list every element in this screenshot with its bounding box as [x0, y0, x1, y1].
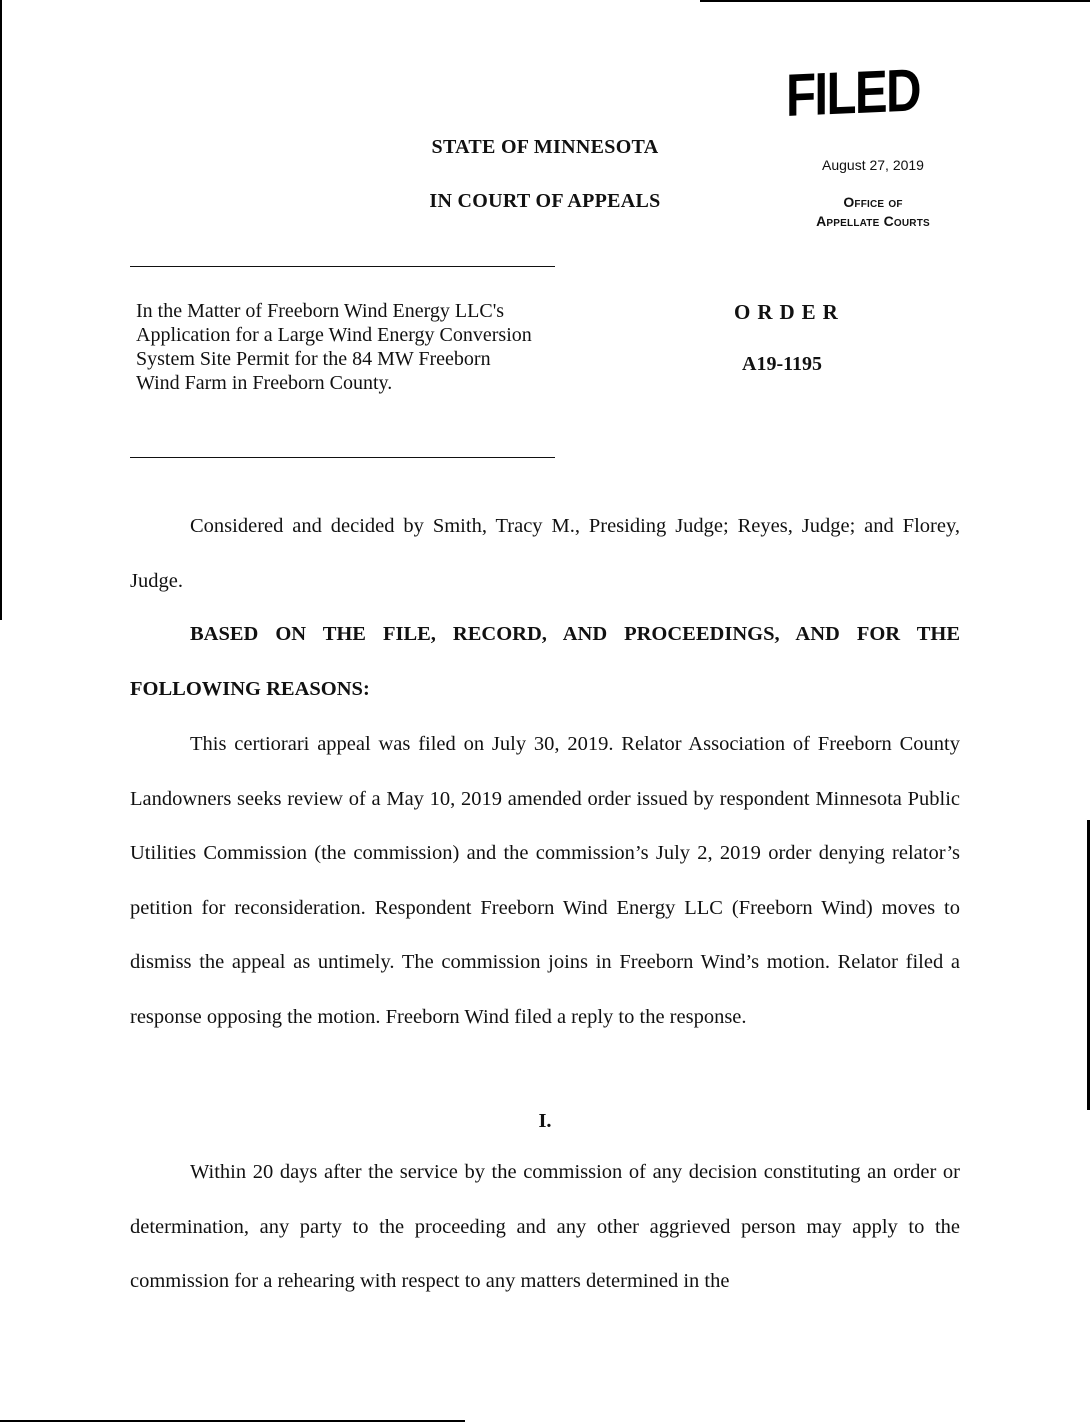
reasons-text: This certiorari appeal was filed on July 30, 2019. Relator Association of Freeborn County Landowners seeks review of a May 10, 2019 amended order issued by respondent Minnesota Public Utilities Commission (the commission) and the commission’s July 2, 2019 order denying relator’s petition for reconsideration. Respondent Freeborn Wind Energy LLC (Freeborn Wind) moves to dismiss the appeal as untimely. The commission joins in Freeborn Wind’s motion. Relator filed a response opposing the motion. Freeborn Wind filed a reply to the response.: [130, 733, 960, 1028]
scan-edge-left: [0, 0, 2, 620]
based-on-heading: BASED ON THE FILE, RECORD, AND PROCEEDINGS, AND FOR THE FOLLOWING REASONS:: [130, 623, 960, 700]
scan-edge-bottom: [0, 1420, 465, 1422]
docket-number: A19-1195: [742, 353, 822, 375]
court-name: IN COURT OF APPEALS: [429, 190, 661, 212]
reasons-paragraph: [130, 717, 960, 1044]
section-number: I.: [538, 1110, 552, 1132]
office-line-1: Office of: [843, 194, 903, 210]
order-title: ORDER: [734, 300, 845, 324]
caption-rule-bottom: [130, 457, 555, 458]
office-line-2: Appellate Courts: [816, 213, 930, 229]
filed-date: August 27, 2019: [822, 157, 924, 173]
filed-stamp: FILED: [786, 56, 920, 129]
scan-edge-top-right: [700, 0, 1090, 2]
caption-rule-top: [130, 266, 555, 267]
panel-paragraph: [130, 499, 960, 608]
case-caption: In the Matter of Freeborn Wind Energy LLC's Application for a Large Wind Energy Conversion System Site Permit for the 84 MW Freeborn Wind Farm in Freeborn County.: [136, 300, 532, 394]
court-state: STATE OF MINNESOTA: [431, 136, 659, 158]
panel-text: Considered and decided by Smith, Tracy M., Presiding Judge; Reyes, Judge; and Florey, Judge.: [130, 515, 960, 592]
rehearing-text: Within 20 days after the service by the commission of any decision constituting an order or determination, any party to the proceeding and any other aggrieved person may apply to the commission for a rehearing with respect to any matters determined in the: [130, 1161, 960, 1292]
rehearing-paragraph: [130, 1145, 960, 1309]
